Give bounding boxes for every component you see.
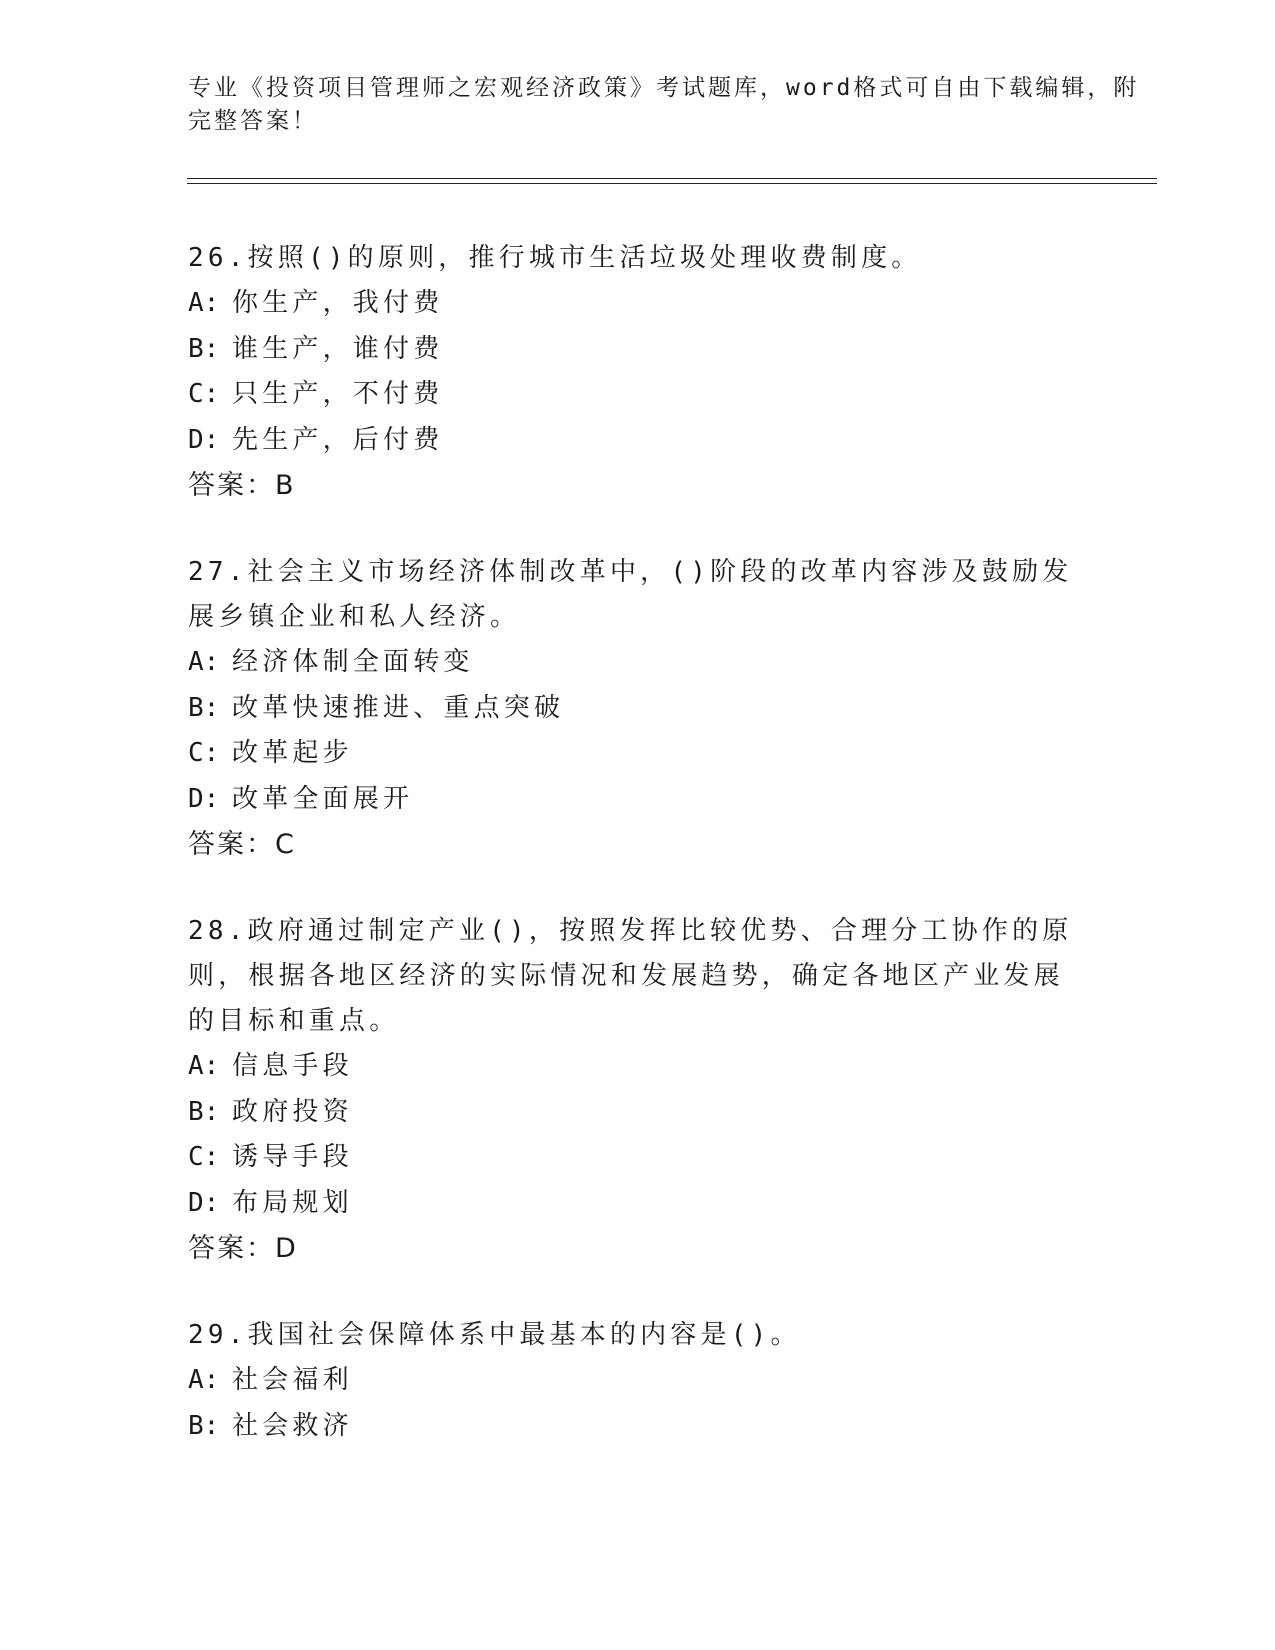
- option-text: 改革快速推进、重点突破: [232, 692, 565, 723]
- question-stem: 28.政府通过制定产业()，按照发挥比较优势、合理分工协作的原则，根据各地区经济的实际情况和发展趋势，确定各地区产业发展的目标和重点。: [188, 916, 1073, 1036]
- option-text: 诱导手段: [232, 1142, 353, 1172]
- header-divider-top: [187, 178, 1157, 179]
- option-letter: A:: [188, 1051, 220, 1081]
- option-text: 先生产，后付费: [232, 424, 444, 455]
- option-a: [188, 1358, 1088, 1404]
- option-a: [188, 1044, 1088, 1090]
- answer-line: 答案：D: [188, 1233, 298, 1264]
- question-27: [188, 550, 1088, 868]
- option-letter: B:: [188, 692, 220, 723]
- option-d: [188, 1181, 1088, 1227]
- option-letter: B:: [188, 1096, 220, 1127]
- option-c: [188, 1135, 1088, 1181]
- question-list: [188, 236, 1088, 1449]
- option-letter: C:: [188, 379, 220, 409]
- question-spacer: [188, 509, 1088, 550]
- option-letter: B:: [188, 333, 220, 364]
- question-spacer: [188, 868, 1088, 909]
- question-spacer: [188, 1272, 1088, 1313]
- option-a: [188, 640, 1088, 686]
- header-text: 专业《投资项目管理师之宏观经济政策》考试题库，word格式可自由下载编辑，附完整答案！: [188, 75, 1140, 134]
- option-text: 谁生产，谁付费: [232, 333, 444, 364]
- option-d: [188, 418, 1088, 464]
- option-text: 布局规划: [232, 1187, 353, 1218]
- header-divider-bottom: [187, 183, 1157, 184]
- option-text: 经济体制全面转变: [232, 647, 474, 677]
- document-header: [188, 72, 1158, 138]
- option-c: [188, 731, 1088, 777]
- option-letter: C:: [188, 1142, 220, 1172]
- option-b: [188, 1404, 1088, 1450]
- option-text: 社会救济: [232, 1410, 353, 1441]
- option-letter: A:: [188, 1365, 220, 1395]
- question-stem: 26.按照()的原则，推行城市生活垃圾处理收费制度。: [188, 243, 922, 273]
- question-29: [188, 1313, 1088, 1449]
- answer-line: 答案：C: [188, 829, 296, 860]
- option-letter: D:: [188, 1187, 220, 1218]
- option-text: 改革全面展开: [232, 783, 414, 814]
- option-b: [188, 327, 1088, 373]
- question-28: [188, 909, 1088, 1272]
- option-letter: A:: [188, 288, 220, 318]
- option-text: 政府投资: [232, 1096, 353, 1127]
- option-text: 社会福利: [232, 1365, 353, 1395]
- question-26: [188, 236, 1088, 509]
- question-stem: 29.我国社会保障体系中最基本的内容是()。: [188, 1320, 801, 1350]
- option-letter: D:: [188, 424, 220, 455]
- option-text: 信息手段: [232, 1051, 353, 1081]
- option-letter: A:: [188, 647, 220, 677]
- option-letter: D:: [188, 783, 220, 814]
- option-letter: C:: [188, 738, 220, 768]
- option-text: 你生产，我付费: [232, 288, 444, 318]
- option-c: [188, 372, 1088, 418]
- option-letter: B:: [188, 1410, 220, 1441]
- option-text: 只生产，不付费: [232, 379, 444, 409]
- question-stem: 27.社会主义市场经济体制改革中，()阶段的改革内容涉及鼓励发展乡镇企业和私人经济。: [188, 557, 1073, 632]
- option-d: [188, 777, 1088, 823]
- option-b: [188, 1090, 1088, 1136]
- option-text: 改革起步: [232, 738, 353, 768]
- option-a: [188, 281, 1088, 327]
- option-b: [188, 686, 1088, 732]
- answer-line: 答案：B: [188, 470, 296, 501]
